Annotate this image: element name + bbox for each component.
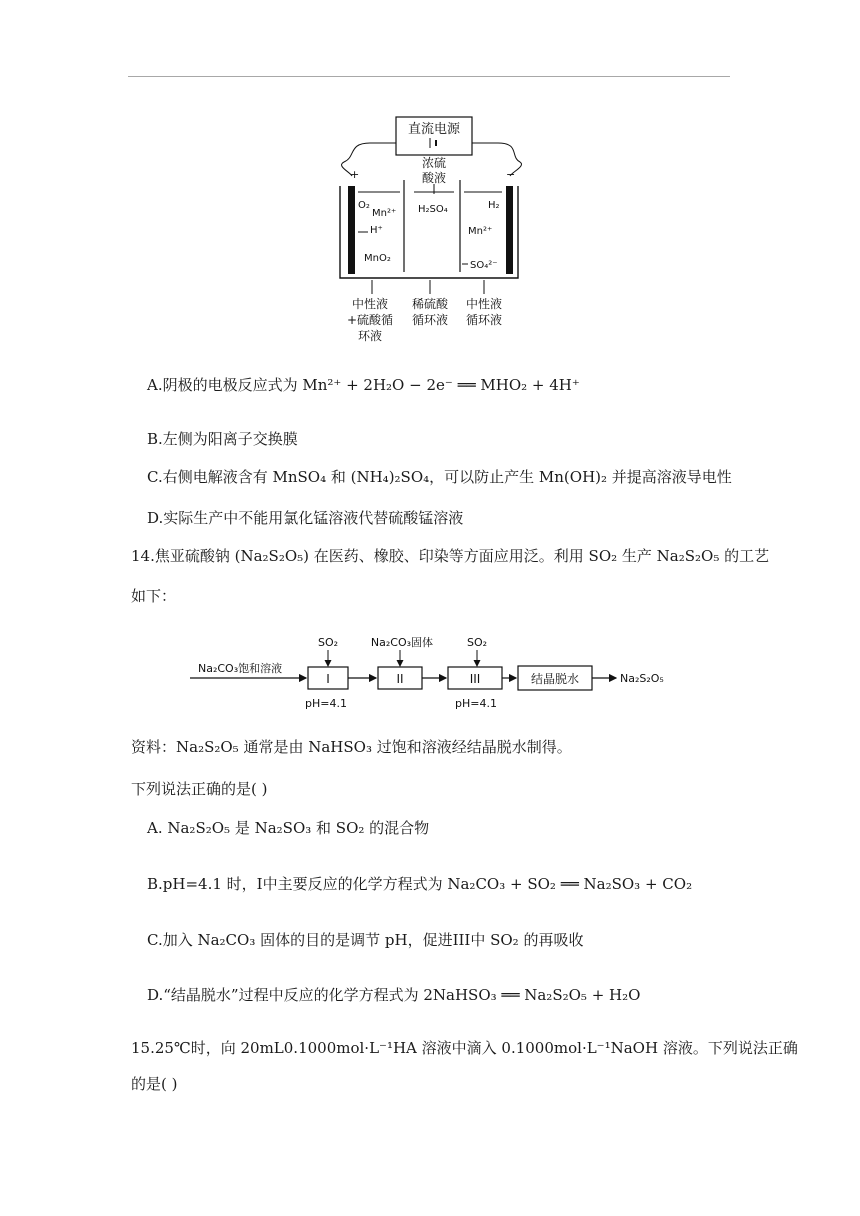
q14-note: 资料：Na₂S₂O₅ 通常是由 NaHSO₃ 过饱和溶液经结晶脱水制得。	[131, 738, 572, 756]
q14-stem-1: 14.焦亚硫酸钠 (Na₂S₂O₅) 在医药、橡胶、印染等方面应用泛。利用 SO₂ 生产 Na₂S₂O₅ 的工艺	[131, 547, 770, 565]
minus-sign: −	[506, 168, 516, 181]
mn2-right-label: Mn²⁺	[468, 226, 493, 237]
o2-label: O₂	[358, 200, 370, 211]
box-3: III	[469, 672, 481, 686]
inlet-left-3: 环液	[357, 329, 383, 343]
mn2-left-label: Mn²⁺	[372, 208, 397, 219]
q14-stem-2: 如下：	[131, 587, 177, 605]
q13-option-d: D.实际生产中不能用氯化锰溶液代替硫酸锰溶液	[147, 509, 464, 527]
add-so2-1: SO₂	[317, 636, 339, 649]
power-label: 直流电源	[407, 122, 461, 137]
process-flow-diagram	[190, 628, 680, 712]
h-plus-label: H⁺	[370, 225, 383, 236]
inlet-mid-2: 循环液	[411, 313, 449, 327]
box-1: I	[326, 672, 330, 686]
product-label: Na₂S₂O₅	[620, 672, 664, 685]
add-so2-3: SO₂	[466, 636, 488, 649]
h2so4-label: H₂SO₄	[418, 204, 448, 215]
conc-acid-1: 浓硫	[421, 156, 447, 170]
q14-option-d: D.“结晶脱水”过程中反应的化学方程式为 2NaHSO₃ ══ Na₂S₂O₅ + H₂O	[147, 986, 641, 1004]
h2-label: H₂	[488, 200, 500, 211]
box-4: 结晶脱水	[530, 672, 580, 686]
q14-option-b: B.pH=4.1 时，I中主要反应的化学方程式为 Na₂CO₃ + SO₂ ══ Na₂SO₃ + CO₂	[147, 875, 693, 893]
q13-option-a: A.阴极的电极反应式为 Mn²⁺ + 2H₂O − 2e⁻ ══ MHO₂ + 4H⁺	[147, 376, 580, 394]
q13-option-c: C.右侧电解液含有 MnSO₄ 和 (NH₄)₂SO₄，可以防止产生 Mn(OH)₂ 并提高溶液导电性	[147, 468, 732, 486]
anode	[348, 186, 355, 274]
q14-question: 下列说法正确的是( )	[131, 780, 268, 798]
q15-stem-2: 的是( )	[131, 1075, 178, 1093]
electrolysis-diagram	[330, 112, 530, 350]
inlet-mid-1: 稀硫酸	[411, 297, 449, 311]
inlet-right-1: 中性液	[465, 297, 503, 311]
q14-option-c: C.加入 Na₂CO₃ 固体的目的是调节 pH，促进III中 SO₂ 的再吸收	[147, 931, 584, 949]
q14-option-a: A. Na₂S₂O₅ 是 Na₂SO₃ 和 SO₂ 的混合物	[147, 819, 430, 837]
box-2: II	[396, 672, 404, 686]
so4-label: SO₄²⁻	[470, 260, 498, 271]
q13-option-b: B.左侧为阳离子交换膜	[147, 430, 298, 448]
mno2-label: MnO₂	[364, 253, 391, 264]
ph-1: pH=4.1	[305, 697, 347, 710]
ph-3: pH=4.1	[455, 697, 497, 710]
inlet-left-1: 中性液	[351, 297, 389, 311]
conc-acid-2: 酸液	[421, 171, 447, 185]
q15-stem-1: 15.25℃时，向 20mL0.1000mol·L⁻¹HA 溶液中滴入 0.1000mol·L⁻¹NaOH 溶液。下列说法正确	[131, 1039, 798, 1057]
plus-sign: +	[350, 168, 360, 181]
inlet-left-2: +硫酸循	[346, 313, 394, 327]
inlet-right-2: 循环液	[465, 313, 503, 327]
header-rule	[128, 76, 730, 77]
add-na2co3: Na₂CO₃固体	[370, 636, 434, 649]
cathode	[506, 186, 513, 274]
feed-label: Na₂CO₃饱和溶液	[198, 662, 283, 675]
